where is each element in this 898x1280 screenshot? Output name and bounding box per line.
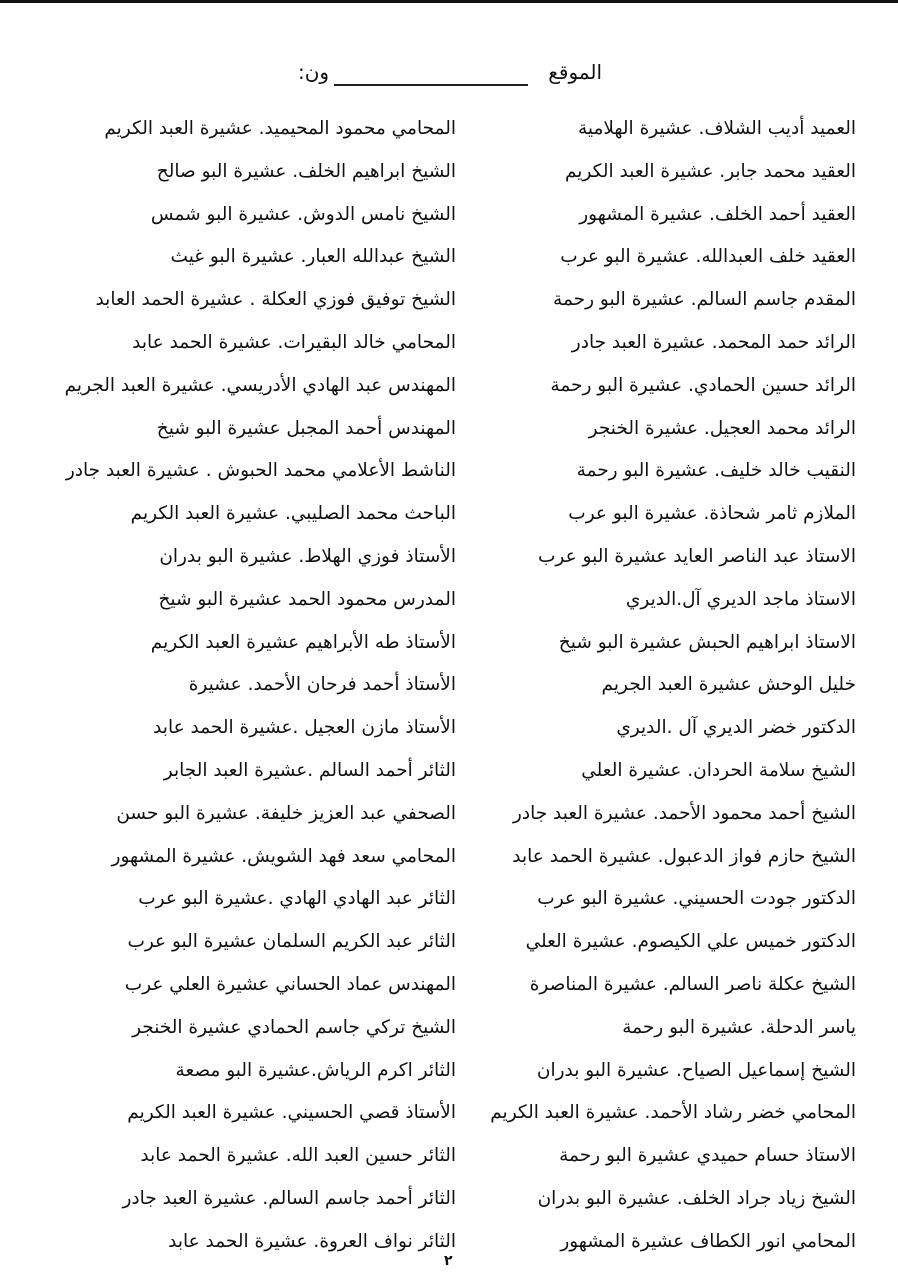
signatory-entry: الشيخ إسماعيل الصياح. عشيرة البو بدران [536, 1059, 856, 1081]
signatory-entry: المهندس أحمد المجبل عشيرة البو شيخ [156, 417, 456, 439]
signatory-entry: المقدم جاسم السالم. عشيرة البو رحمة [553, 289, 856, 311]
signatory-entry: الثائر حسين العبد الله. عشيرة الحمد عابد [140, 1145, 456, 1167]
signatory-entry: المحامي خضر رشاد الأحمد. عشيرة العبد الكريم [490, 1102, 856, 1124]
signatory-entry: الرائد حمد المحمد. عشيرة العبد جادر [571, 331, 856, 353]
signatory-entry: الأستاذ طه الأبراهيم عشيرة العبد الكريم [150, 631, 456, 653]
signatory-entry: الاستاذ ابراهيم الحبش عشيرة البو شيخ [558, 631, 856, 653]
signatory-entry: الاستاذ ماجد الديري آل.الديري [625, 588, 856, 610]
signatory-entry: المحامي خالد البقيرات. عشيرة الحمد عابد [132, 331, 456, 353]
signatories-right-column [436, 112, 856, 1268]
signatory-entry: الدكتور جودت الحسيني. عشيرة البو عرب [537, 888, 856, 910]
signatory-entry: الثائر عبد الكريم السلمان عشيرة البو عرب [127, 931, 456, 953]
signatories-heading [290, 58, 610, 92]
signatory-entry: الثائر عبد الهادي الهادي .عشيرة البو عرب [138, 888, 456, 910]
signatory-entry: الشيخ ابراهيم الخلف. عشيرة البو صالح [156, 160, 456, 182]
signatory-entry: الدكتور خميس علي الكيصوم. عشيرة العلي [525, 931, 856, 953]
signatory-entry: الاستاذ حسام حميدي عشيرة البو رحمة [559, 1145, 856, 1167]
signatory-entry: العميد أديب الشلاف. عشيرة الهلامية [577, 118, 856, 139]
signatory-entry: الباحث محمد الصليبي. عشيرة العبد الكريم [130, 503, 456, 525]
signatory-entry: الشيخ عبدالله العبار. عشيرة البو غيث [170, 246, 456, 268]
signatory-entry: الاستاذ عبد الناصر العايد عشيرة البو عرب [538, 545, 856, 567]
signatory-entry: الشيخ توفيق فوزي العكلة . عشيرة الحمد العابد [95, 289, 456, 311]
signatories-left-column [16, 112, 456, 1268]
signatory-entry: الثائر اكرم الرياش.عشيرة البو مصعة [175, 1059, 456, 1081]
signatory-entry: الشيخ أحمد محمود الأحمد. عشيرة العبد جادر [512, 802, 856, 824]
page-number: ٢ [444, 1253, 453, 1269]
signatory-entry: الناشط الأعلامي محمد الحبوش . عشيرة العبد جادر [65, 460, 456, 482]
heading-first-part: الموقع [548, 60, 602, 84]
signatory-entry: المحامي انور الكطاف عشيرة المشهور [560, 1230, 856, 1252]
signatory-entry: الثائر نواف العروة. عشيرة الحمد عابد [168, 1230, 456, 1252]
signatory-entry: الصحفي عبد العزيز خليفة. عشيرة البو حسن [116, 802, 456, 824]
signatory-entry: الأستاذ فوزي الهلاط. عشيرة البو بدران [159, 545, 456, 567]
signatory-entry: الثائر أحمد السالم .عشيرة العبد الجابر [163, 759, 456, 781]
signatory-entry: النقيب خالد خليف. عشيرة البو رحمة [576, 460, 856, 482]
signatory-entry: الشيخ تركي جاسم الحمادي عشيرة الخنجر [132, 1016, 456, 1038]
signatory-entry: العقيد محمد جابر. عشيرة العبد الكريم [564, 160, 856, 182]
signatory-entry: ياسر الدحلة. عشيرة البو رحمة [622, 1016, 856, 1038]
signatory-entry: المحامي سعد فهد الشويش. عشيرة المشهور [111, 845, 456, 867]
signatory-entry: العقيد خلف العبدالله. عشيرة البو عرب [560, 246, 856, 268]
top-border [0, 0, 898, 3]
signatory-entry: الشيخ نامس الدوش. عشيرة البو شمس [150, 203, 456, 225]
signatory-entry: خليل الوحش عشيرة العبد الجريم [601, 674, 856, 696]
signatory-entry: الشيخ زياد جراد الخلف. عشيرة البو بدران [537, 1187, 856, 1209]
signatory-entry: المهندس عبد الهادي الأدريسي. عشيرة العبد الجريم [64, 374, 456, 396]
signatory-entry: العقيد أحمد الخلف. عشيرة المشهور [579, 203, 856, 225]
heading-kashida-line [334, 84, 528, 86]
signatory-entry: الثائر أحمد جاسم السالم. عشيرة العبد جادر [122, 1187, 456, 1209]
signatory-entry: الأستاذ قصي الحسيني. عشيرة العبد الكريم [127, 1102, 456, 1124]
signatory-entry: المدرس محمود الحمد عشيرة البو شيخ [158, 588, 456, 610]
signatory-entry: الرائد حسين الحمادي. عشيرة البو رحمة [550, 374, 856, 396]
signatory-entry: المحامي محمود المحيميد. عشيرة العبد الكريم [104, 118, 456, 139]
signatory-entry: المهندس عماد الحساني عشيرة العلي عرب [124, 973, 456, 995]
heading-last-part: ون: [298, 60, 330, 84]
signatory-entry: الأستاذ أحمد فرحان الأحمد. عشيرة [188, 674, 456, 696]
signatory-entry: الملازم ثامر شحاذة. عشيرة البو عرب [568, 503, 856, 525]
signatory-entry: الشيخ سلامة الحردان. عشيرة العلي [581, 759, 856, 781]
signatory-entry: الدكتور خضر الديري آل .الديري [616, 717, 856, 739]
signatory-entry: الأستاذ مازن العجيل .عشيرة الحمد عابد [153, 717, 456, 739]
signatory-entry: الشيخ حازم فواز الدعبول. عشيرة الحمد عابد [512, 845, 856, 867]
signatory-entry: الشيخ عكلة ناصر السالم. عشيرة المناصرة [529, 973, 856, 995]
signatory-entry: الرائد محمد العجيل. عشيرة الخنجر [588, 417, 856, 439]
